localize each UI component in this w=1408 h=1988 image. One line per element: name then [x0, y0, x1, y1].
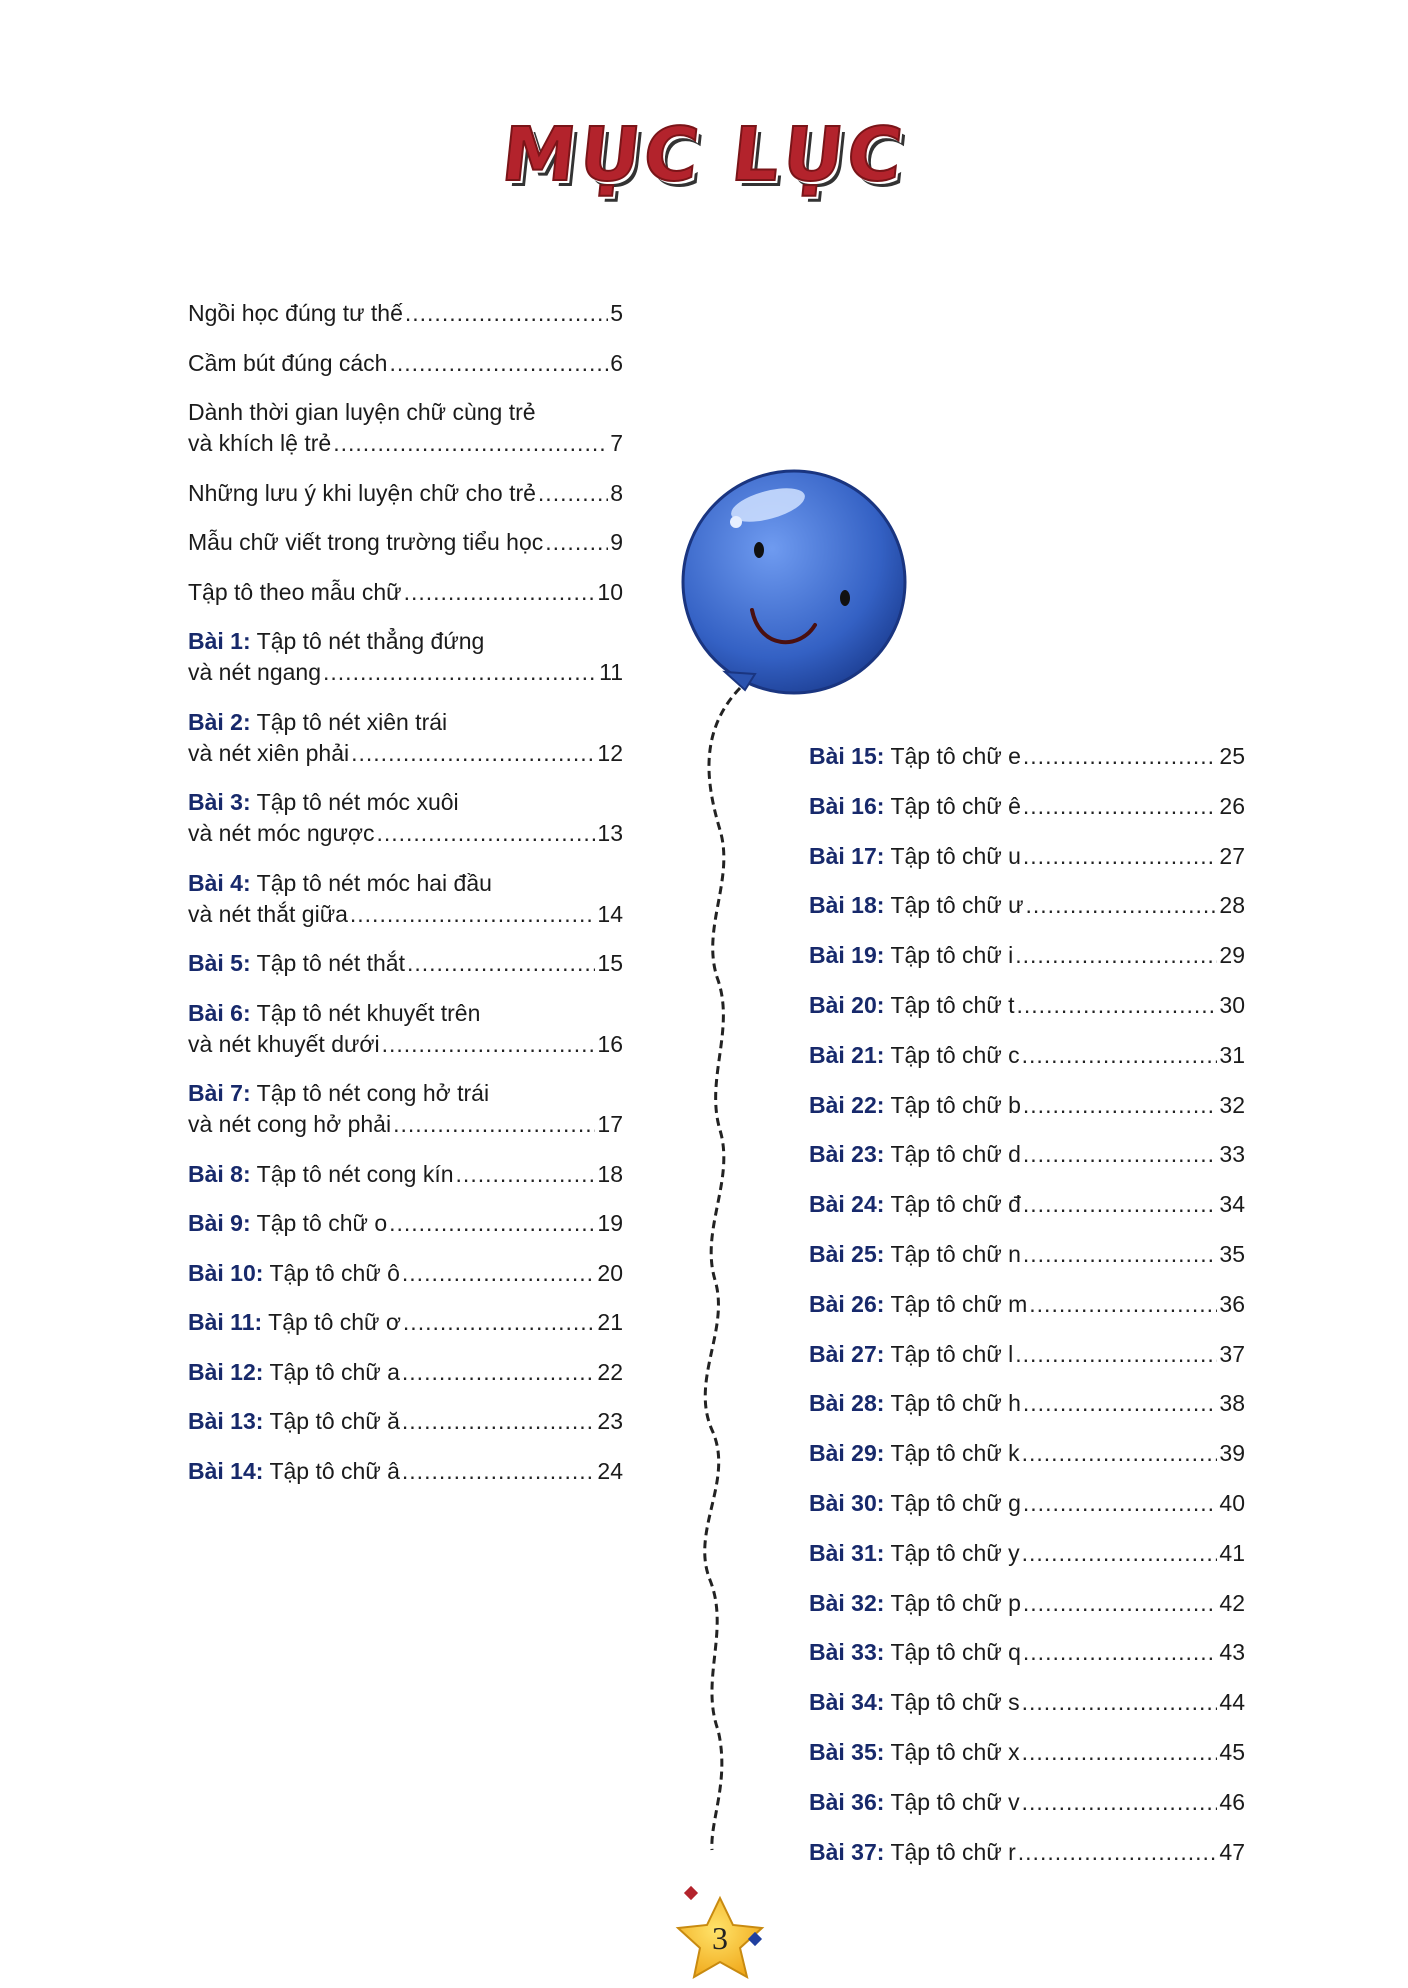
dot-leader: [1022, 1737, 1218, 1768]
entry-title: Tập tô chữ d: [890, 1141, 1021, 1168]
toc-entry: [809, 841, 1245, 872]
toc-right-column: [809, 741, 1245, 1886]
dot-leader: [393, 1109, 595, 1140]
lesson-label: Bài 15:: [809, 743, 885, 769]
toc-entry: [188, 948, 623, 979]
toc-entry: [188, 787, 623, 849]
dot-leader: [1023, 1388, 1218, 1419]
page-ref: 39: [1219, 1440, 1245, 1467]
lesson-label: Bài 27:: [809, 1340, 885, 1367]
entry-title: và nét cong hở phải: [188, 1111, 392, 1137]
dot-leader: [405, 298, 608, 329]
toc-left-column: [188, 298, 623, 1505]
toc-entry: [809, 791, 1245, 822]
entry-title: Tập tô chữ đ: [890, 1191, 1021, 1218]
page-ref: 12: [597, 739, 623, 766]
page-ref: 29: [1219, 942, 1245, 969]
dot-leader: [402, 1258, 596, 1289]
dot-leader: [350, 899, 596, 930]
toc-entry: [809, 1090, 1245, 1121]
dot-leader: [1023, 1189, 1218, 1220]
dot-leader: [1026, 890, 1218, 921]
lesson-label: Bài 33:: [809, 1639, 885, 1666]
dot-leader: [1023, 1488, 1218, 1519]
balloon-icon: [683, 471, 905, 693]
dot-leader: [1015, 940, 1217, 971]
toc-entry: [809, 890, 1245, 921]
dot-leader: [1018, 1837, 1218, 1868]
dot-leader: [1022, 1787, 1218, 1818]
toc-entry: [809, 1488, 1245, 1519]
toc-entry: [188, 1159, 623, 1190]
entry-title-line1: Dành thời gian luyện chữ cùng trẻ: [188, 399, 536, 425]
entry-title: và nét thắt giữa: [188, 900, 348, 927]
page-ref: 18: [597, 1160, 623, 1187]
entry-title: Tập tô chữ y: [890, 1539, 1020, 1566]
dot-leader: [389, 1208, 595, 1239]
toc-entry: [188, 1078, 623, 1140]
dot-leader: [1029, 1289, 1217, 1320]
dot-leader: [1022, 1040, 1218, 1071]
dot-leader: [389, 348, 608, 379]
lesson-label: Bài 10:: [188, 1259, 264, 1286]
page-ref: 5: [610, 300, 623, 326]
lesson-label: Bài 36:: [809, 1788, 885, 1815]
toc-entry: [809, 1837, 1245, 1868]
page-title: MỤC LỤC: [497, 112, 911, 198]
lesson-label: Bài 13:: [188, 1408, 264, 1434]
toc-entry: [188, 527, 623, 558]
dot-leader: [1022, 1687, 1218, 1718]
toc-entry: [188, 397, 623, 459]
entry-title: Tập tô chữ o: [256, 1210, 388, 1236]
page-ref: 41: [1219, 1539, 1245, 1566]
page-ref: 46: [1219, 1788, 1245, 1815]
entry-title-line1: Tập tô nét móc hai đầu: [256, 869, 492, 896]
dot-leader: [323, 657, 597, 688]
toc-entry: [809, 1388, 1245, 1419]
toc-entry: [809, 990, 1245, 1021]
entry-title-line1: Tập tô nét thẳng đứng: [256, 628, 485, 654]
entry-title: Tập tô chữ t: [890, 991, 1015, 1018]
lesson-label: Bài 37:: [809, 1838, 885, 1865]
page-ref: 37: [1219, 1340, 1245, 1367]
entry-title: Tập tô chữ b: [890, 1091, 1021, 1118]
toc-entry: [809, 1139, 1245, 1170]
entry-title: Tập tô chữ l: [890, 1340, 1014, 1367]
dot-leader: [402, 1357, 596, 1388]
toc-entry: [188, 348, 623, 379]
page-ref: 26: [1219, 792, 1245, 819]
entry-title: Tập tô chữ p: [890, 1589, 1021, 1616]
toc-entry: [188, 1456, 623, 1487]
entry-title: Tập tô chữ ư: [890, 892, 1024, 919]
dot-leader: [404, 577, 596, 608]
toc-entry: [188, 868, 623, 930]
entry-title: Tập tô chữ e: [890, 743, 1021, 769]
entry-title: Mẫu chữ viết trong trường tiểu học: [188, 529, 544, 555]
lesson-label: Bài 24:: [809, 1191, 885, 1218]
lesson-label: Bài 28:: [809, 1390, 885, 1417]
page-ref: 43: [1219, 1639, 1245, 1666]
entry-title: Tập tô chữ â: [269, 1457, 400, 1484]
toc-entry: [809, 1787, 1245, 1818]
lesson-label: Bài 1:: [188, 628, 251, 654]
toc-entry: [809, 1239, 1245, 1270]
toc-entry: [809, 1040, 1245, 1071]
lesson-label: Bài 6:: [188, 999, 251, 1026]
page-ref: 15: [597, 950, 623, 976]
entry-title-line1: Tập tô nét xiên trái: [256, 708, 448, 735]
toc-entry: [809, 1189, 1245, 1220]
entry-title: Cầm bút đúng cách: [188, 349, 388, 376]
dot-leader: [545, 527, 608, 558]
lesson-label: Bài 30:: [809, 1489, 885, 1516]
entry-title: và nét ngang: [188, 659, 322, 685]
page-ref: 10: [597, 578, 623, 605]
lesson-label: Bài 31:: [809, 1539, 885, 1566]
entry-title: Tập tô chữ ă: [269, 1408, 400, 1434]
toc-entry: [188, 478, 623, 509]
entry-title-line1: Tập tô nét cong hở trái: [256, 1080, 490, 1106]
lesson-label: Bài 11:: [188, 1309, 263, 1335]
entry-title: Tập tô chữ h: [890, 1390, 1021, 1417]
dot-leader: [1023, 1588, 1218, 1619]
dot-leader: [1023, 1239, 1218, 1270]
lesson-label: Bài 26:: [809, 1290, 885, 1317]
page-ref: 19: [597, 1210, 623, 1236]
entry-title: Tập tô chữ g: [890, 1489, 1021, 1516]
toc-entry: [188, 1406, 623, 1437]
entry-title: Tập tô chữ ê: [890, 792, 1021, 819]
page-ref: 16: [597, 1030, 623, 1057]
lesson-label: Bài 3:: [188, 789, 251, 815]
entry-title: Tập tô chữ u: [890, 842, 1021, 869]
entry-title: Tập tô chữ ô: [269, 1259, 400, 1286]
toc-entry: [188, 1208, 623, 1239]
lesson-label: Bài 25:: [809, 1240, 885, 1267]
page-ref: 31: [1219, 1041, 1245, 1068]
page-ref: 32: [1219, 1091, 1245, 1118]
page-ref: 21: [597, 1309, 623, 1335]
lesson-label: Bài 20:: [809, 991, 885, 1018]
dot-leader: [1023, 1637, 1218, 1668]
dot-leader: [1023, 1139, 1218, 1170]
toc-entry: [188, 577, 623, 608]
page-ref: 17: [597, 1111, 623, 1137]
toc-entry: [809, 1737, 1245, 1768]
entry-title: và nét xiên phải: [188, 739, 350, 766]
entry-title: và nét móc ngược: [188, 820, 375, 846]
lesson-label: Bài 22:: [809, 1091, 885, 1118]
page-ref: 35: [1219, 1240, 1245, 1267]
dot-leader: [1023, 841, 1218, 872]
toc-entry: [188, 626, 623, 688]
toc-entry: [809, 1339, 1245, 1370]
entry-title: Tập tô chữ m: [890, 1290, 1028, 1317]
page-ref: 38: [1219, 1390, 1245, 1417]
page-ref: 47: [1219, 1838, 1245, 1865]
page-ref: 44: [1219, 1689, 1245, 1716]
page-ref: 33: [1219, 1141, 1245, 1168]
lesson-label: Bài 29:: [809, 1440, 885, 1467]
entry-title: Ngồi học đúng tư thế: [188, 300, 403, 326]
toc-entry: [809, 1289, 1245, 1320]
page-ref: 23: [597, 1408, 623, 1434]
dot-leader: [407, 948, 595, 979]
dot-leader: [382, 1029, 596, 1060]
entry-title: Tập tô chữ c: [890, 1041, 1020, 1068]
dot-leader: [333, 428, 608, 459]
lesson-label: Bài 32:: [809, 1589, 885, 1616]
entry-title: và nét khuyết dưới: [188, 1030, 380, 1057]
toc-entry: [809, 1438, 1245, 1469]
entry-title: Tập tô nét cong kín: [256, 1160, 454, 1187]
dot-leader: [351, 738, 595, 769]
toc-entry: [188, 1357, 623, 1388]
page-ref: 11: [599, 659, 623, 685]
lesson-label: Bài 17:: [809, 842, 885, 869]
page-ref: 34: [1219, 1191, 1245, 1218]
page-ref: 13: [597, 820, 623, 846]
dot-leader: [1023, 741, 1218, 772]
lesson-label: Bài 18:: [809, 892, 885, 919]
entry-title: Tập tô chữ x: [890, 1738, 1020, 1765]
entry-title: Những lưu ý khi luyện chữ cho trẻ: [188, 479, 536, 506]
dot-leader: [402, 1406, 596, 1437]
toc-entry: [188, 707, 623, 769]
entry-title: Tập tô chữ q: [890, 1639, 1021, 1666]
toc-entry: [809, 1637, 1245, 1668]
toc-entry: [809, 741, 1245, 772]
lesson-label: Bài 23:: [809, 1141, 885, 1168]
lesson-label: Bài 19:: [809, 942, 885, 969]
dot-leader: [1022, 1538, 1218, 1569]
dot-leader: [376, 818, 595, 849]
lesson-label: Bài 16:: [809, 792, 885, 819]
toc-entry: [809, 1588, 1245, 1619]
lesson-label: Bài 12:: [188, 1358, 264, 1385]
lesson-label: Bài 8:: [188, 1160, 251, 1187]
lesson-label: Bài 4:: [188, 869, 251, 896]
page-ref: 7: [610, 430, 623, 456]
entry-title: Tập tô chữ ơ: [268, 1309, 401, 1335]
entry-title: Tập tô chữ s: [890, 1689, 1020, 1716]
balloon-string: [705, 688, 740, 1850]
dot-leader: [403, 1307, 595, 1338]
entry-title: Tập tô chữ n: [890, 1240, 1021, 1267]
page-ref: 36: [1219, 1290, 1245, 1317]
page-ref: 14: [597, 900, 623, 927]
page-number: 3: [712, 1920, 728, 1956]
dot-leader: [402, 1456, 596, 1487]
dot-leader: [1015, 1339, 1217, 1370]
entry-title: Tập tô chữ v: [890, 1788, 1020, 1815]
toc-entry: [188, 298, 623, 329]
entry-title: và khích lệ trẻ: [188, 430, 332, 456]
entry-title: Tập tô chữ k: [890, 1440, 1020, 1467]
entry-title: Tập tô nét thắt: [256, 950, 405, 976]
dot-leader: [1023, 791, 1218, 822]
page-ref: 30: [1219, 991, 1245, 1018]
entry-title: Tập tô theo mẫu chữ: [188, 578, 402, 605]
entry-title-line1: Tập tô nét móc xuôi: [256, 789, 459, 815]
toc-entry: [809, 940, 1245, 971]
lesson-label: Bài 9:: [188, 1210, 251, 1236]
page-ref: 42: [1219, 1589, 1245, 1616]
entry-title-line1: Tập tô nét khuyết trên: [256, 999, 481, 1026]
dot-leader: [1023, 1090, 1218, 1121]
lesson-label: Bài 34:: [809, 1689, 885, 1716]
page-ref: 8: [610, 479, 623, 506]
dot-leader: [1017, 990, 1218, 1021]
toc-entry: [188, 1258, 623, 1289]
page-ref: 27: [1219, 842, 1245, 869]
page-ref: 40: [1219, 1489, 1245, 1516]
page-ref: 25: [1219, 743, 1245, 769]
toc-entry: [188, 998, 623, 1060]
lesson-label: Bài 2:: [188, 708, 251, 735]
dot-leader: [1022, 1438, 1218, 1469]
page-ref: 24: [597, 1457, 623, 1484]
page-ref: 28: [1219, 892, 1245, 919]
page-ref: 20: [597, 1259, 623, 1286]
toc-entry: [188, 1307, 623, 1338]
dot-leader: [538, 478, 608, 509]
lesson-label: Bài 35:: [809, 1738, 885, 1765]
toc-entry: [809, 1538, 1245, 1569]
page-ref: 45: [1219, 1738, 1245, 1765]
dot-leader: [456, 1159, 596, 1190]
entry-title: Tập tô chữ i: [890, 942, 1014, 969]
entry-title: Tập tô chữ a: [269, 1358, 400, 1385]
lesson-label: Bài 5:: [188, 950, 251, 976]
toc-entry: [809, 1687, 1245, 1718]
page-ref: 6: [610, 349, 623, 376]
lesson-label: Bài 7:: [188, 1080, 251, 1106]
entry-title: Tập tô chữ r: [890, 1838, 1016, 1865]
page-ref: 9: [610, 529, 623, 555]
lesson-label: Bài 14:: [188, 1457, 264, 1484]
lesson-label: Bài 21:: [809, 1041, 885, 1068]
page-ref: 22: [597, 1358, 623, 1385]
